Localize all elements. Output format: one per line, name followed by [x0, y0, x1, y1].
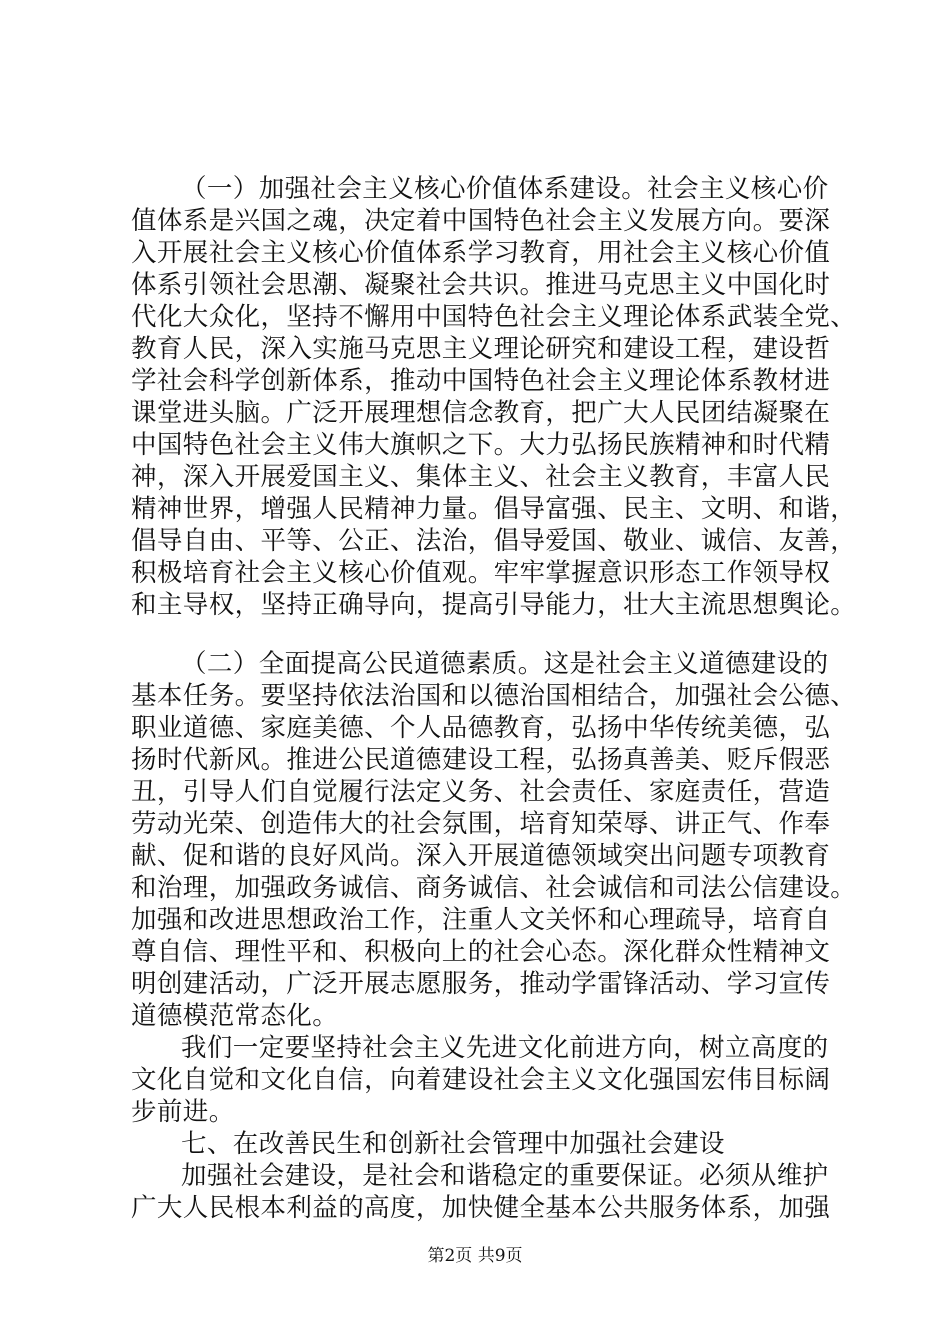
- paragraph-line: 加强和改进思想政治工作，注重人文关怀和心理疏导，培育自: [131, 905, 831, 935]
- paragraph-line: 我们一定要坚持社会主义先进文化前进方向，树立高度的: [181, 1033, 829, 1063]
- paragraph-line: 积极培育社会主义核心价值观。牢牢掌握意识形态工作领导权: [131, 558, 831, 588]
- paragraph-line: 明创建活动，广泛开展志愿服务，推动学雷锋活动、学习宣传: [131, 969, 831, 999]
- paragraph-line: 和治理，加强政务诚信、商务诚信、社会诚信和司法公信建设。: [131, 873, 857, 903]
- paragraph-line: 步前进。: [131, 1097, 235, 1127]
- paragraph-line: 教育人民，深入实施马克思主义理论研究和建设工程，建设哲: [131, 334, 831, 364]
- paragraph-line: 基本任务。要坚持依法治国和以德治国相结合，加强社会公德、: [131, 681, 857, 711]
- section-heading: 七、在改善民生和创新社会管理中加强社会建设: [181, 1129, 725, 1159]
- paragraph-line: 文化自觉和文化自信，向着建设社会主义文化强国宏伟目标阔: [131, 1065, 831, 1095]
- paragraph-line: 精神世界，增强人民精神力量。倡导富强、民主、文明、和谐，: [131, 494, 857, 524]
- paragraph-line: 丑，引导人们自觉履行法定义务、社会责任、家庭责任，营造: [131, 777, 831, 807]
- paragraph-line: 中国特色社会主义伟大旗帜之下。大力弘扬民族精神和时代精: [131, 430, 831, 460]
- paragraph-line: 劳动光荣、创造伟大的社会氛围，培育知荣辱、讲正气、作奉: [131, 809, 831, 839]
- page-number-footer: 第2页 共9页: [427, 1246, 523, 1266]
- paragraph-line: 值体系是兴国之魂，决定着中国特色社会主义发展方向。要深: [131, 206, 831, 236]
- paragraph-line: 课堂进头脑。广泛开展理想信念教育，把广大人民团结凝聚在: [131, 398, 831, 428]
- paragraph-line: 代化大众化，坚持不懈用中国特色社会主义理论体系武装全党、: [131, 302, 857, 332]
- paragraph-line: 职业道德、家庭美德、个人品德教育，弘扬中华传统美德，弘: [131, 713, 831, 743]
- paragraph-line: （二）全面提高公民道德素质。这是社会主义道德建设的: [181, 649, 829, 679]
- paragraph-line: 和主导权，坚持正确导向，提高引导能力，壮大主流思想舆论。: [131, 590, 857, 620]
- paragraph-line: 学社会科学创新体系，推动中国特色社会主义理论体系教材进: [131, 366, 831, 396]
- paragraph-line: 神，深入开展爱国主义、集体主义、社会主义教育，丰富人民: [131, 462, 831, 492]
- paragraph-line: 扬时代新风。推进公民道德建设工程，弘扬真善美、贬斥假恶: [131, 745, 831, 775]
- paragraph-line: 尊自信、理性平和、积极向上的社会心态。深化群众性精神文: [131, 937, 831, 967]
- paragraph-line: 入开展社会主义核心价值体系学习教育，用社会主义核心价值: [131, 238, 831, 268]
- paragraph-line: 体系引领社会思潮、凝聚社会共识。推进马克思主义中国化时: [131, 270, 831, 300]
- paragraph-line: （一）加强社会主义核心价值体系建设。社会主义核心价: [181, 174, 829, 204]
- paragraph-line: 广大人民根本利益的高度，加快健全基本公共服务体系，加强: [131, 1193, 831, 1223]
- paragraph-line: 道德模范常态化。: [131, 1001, 339, 1031]
- paragraph-line: 加强社会建设，是社会和谐稳定的重要保证。必须从维护: [181, 1161, 829, 1191]
- paragraph-line: 倡导自由、平等、公正、法治，倡导爱国、敬业、诚信、友善，: [131, 526, 857, 556]
- paragraph-line: 献、促和谐的良好风尚。深入开展道德领域突出问题专项教育: [131, 841, 831, 871]
